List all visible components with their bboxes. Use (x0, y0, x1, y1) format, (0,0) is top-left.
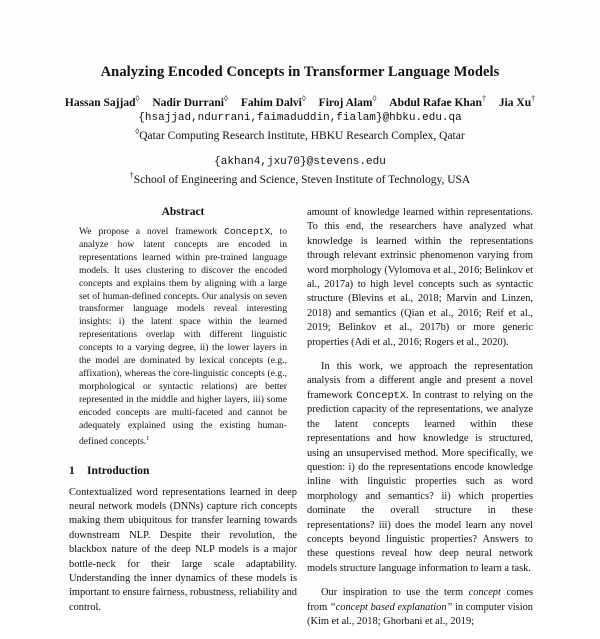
abstract-heading: Abstract (161, 206, 205, 218)
affiliation-text: School of Engineering and Science, Steven Institute of Technology, USA (133, 173, 471, 186)
paragraph-text: . In contrast to relying on the prediction capacity of the representations, we analyze the latent concepts learned within these representations and how knowledge is structured, using an unsupervised method. More specifically, we question: i) do the representations encode knowledge inline with linguistic properties such as word morphology and semantics? ii) which properties dominate the overall structure in these representations? iii) does the model learn any novel concepts beyond linguistic properties? Answers to these questions reveal how deep neural network models structure language information to learn a task. (307, 389, 533, 574)
author (152, 94, 228, 109)
author-affiliation-mark: ◊ (301, 94, 306, 103)
framework-name: ConceptX (356, 389, 407, 402)
author-name: Fahim Dalvi (240, 96, 302, 109)
body-paragraph (307, 360, 533, 576)
author (64, 94, 140, 109)
author (318, 94, 377, 109)
affiliation-stevens (0, 171, 600, 186)
author-emails-hbku: {hsajjad,ndurrani,faimaduddin,fialam}@hbku.edu.qa (138, 112, 462, 124)
framework-name: ConceptX (224, 226, 271, 237)
right-column (307, 206, 533, 639)
left-column (69, 206, 297, 615)
affiliation-qcri (0, 127, 600, 142)
section-heading-introduction (69, 465, 297, 477)
author-name: Jia Xu (498, 96, 532, 109)
affiliation-text: Qatar Computing Research Institute, HBKU Research Complex, Qatar (139, 129, 465, 142)
paper-title: Analyzing Encoded Concepts in Transformer Language Models (100, 64, 500, 80)
emphasized-term: concept (468, 587, 501, 599)
paragraph-text: in computer vision (Kim et al., 2018; Ghorbani et al., 2019; (307, 601, 534, 627)
author-affiliation-mark: † (481, 94, 486, 103)
author-affiliation-mark: ◊ (372, 94, 377, 103)
footnote-mark: 1 (146, 434, 150, 442)
author-name: Nadir Durrani (152, 96, 224, 109)
body-paragraph (307, 586, 533, 629)
abstract-body (69, 226, 297, 449)
body-paragraph: amount of knowledge learned within representations. To this end, the researchers have analyzed what knowledge is learned within the representations through relevant extrinsic phenomenon varying from word morphology (Vylomova et al., 2016; Belinkov et al., 2017a) to high level concepts such as syntactic structure (Blevins et al., 2018; Marvin and Linzen, 2018) and semantics (Qian et al., 2016; Reif et al., 2019; Belinkov et al., 2017b) or more generic properties (Adi et al., 2016; Rogers et al., 2020). (307, 207, 533, 348)
abstract-text: , to analyze how latent concepts are encoded in representations learned within pre-trained language models. It uses clustering to discover the encoded concepts and explains them by aligning with a large set of human-defined concepts. Our analysis on seven transformer language models reveal interesting insights: i) the latent space within the learned representations overlap with different linguistic concepts to a varying degree, ii) the lower layers in the model are dominated by lexical concepts (e.g., affixation), whereas the core-linguistic concepts (e.g., morphological or syntactic relations) are better represented in the middle and higher layers, iii) some encoded concepts are multi-faceted and cannot be adequately explained using the existing human-defined concepts. (79, 226, 287, 447)
section-number: 1 (69, 464, 75, 477)
author-emails-stevens: {akhan4,jxu70}@stevens.edu (214, 156, 386, 168)
author-list (0, 94, 600, 109)
section-title: Introduction (87, 464, 150, 477)
paragraph-text: comes from (307, 587, 533, 613)
author-name: Abdul Rafae Khan (389, 96, 482, 109)
affiliation-mark: † (129, 171, 134, 180)
author-name: Firoj Alam (318, 96, 373, 109)
abstract-text: We propose a novel framework (79, 226, 225, 237)
paragraph-text: In this work, we approach the representation analysis from a different angle and present a novel framework (307, 361, 533, 401)
introduction-paragraph: Contextualized word representations learned in deep neural network models (DNNs) capture rich concepts making them ubiquitous for transfer learning towards downstream NLP. Despite their revolution, the blackbox nature of the deep NLP models is a major bottle-neck for their large scale adaptability. Understanding the inner dynamics of these models is important to ensure fairness, robustness, reliability and control. (69, 486, 297, 613)
affiliation-mark: ◊ (135, 127, 140, 136)
author-affiliation-mark: ◊ (135, 94, 140, 103)
author (389, 94, 486, 109)
author-name: Hassan Sajjad (64, 96, 136, 109)
paragraph-text: Our inspiration to use the term (321, 587, 469, 599)
quoted-phrase: “concept based explanation” (329, 601, 453, 613)
author (498, 94, 536, 109)
author-affiliation-mark: † (531, 94, 536, 103)
author-affiliation-mark: ◊ (224, 94, 228, 103)
author (240, 94, 306, 109)
